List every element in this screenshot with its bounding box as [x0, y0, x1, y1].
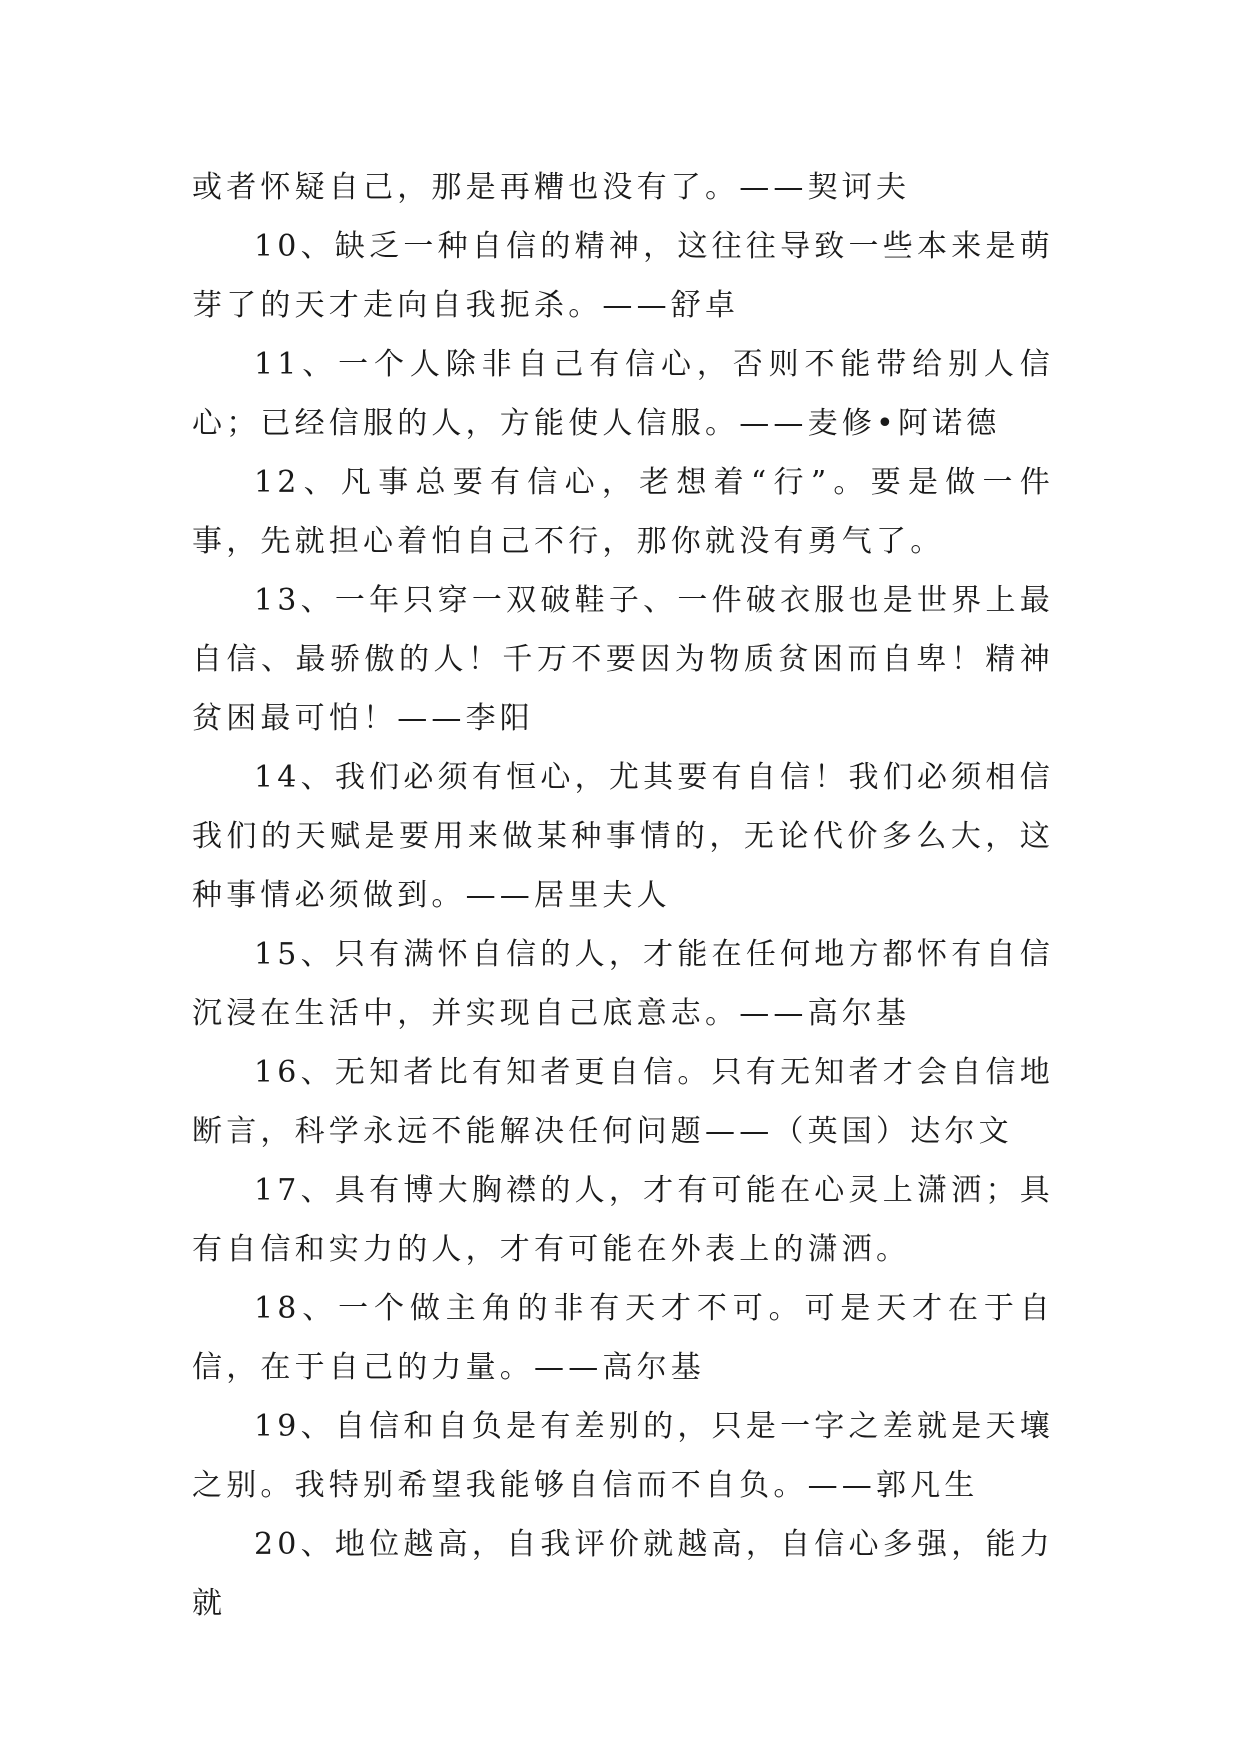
paragraph-quote-18: 18、一个做主角的非有天才不可。可是天才在于自信，在于自己的力量。——高尔基 [192, 1291, 1054, 1385]
paragraph-quote-14: 14、我们必须有恒心，尤其要有自信！我们必须相信我们的天赋是要用来做某种事情的，无论代价多么大，这种事情必须做到。——居里夫人 [192, 760, 1054, 913]
paragraph-quote-13: 13、一年只穿一双破鞋子、一件破衣服也是世界上最自信、最骄傲的人！千万不要因为物质贫困而自卑！精神贫困最可怕！——李阳 [192, 583, 1054, 736]
document-body [192, 158, 1054, 1633]
paragraph-quote-19: 19、自信和自负是有差别的，只是一字之差就是天壤之别。我特别希望我能够自信而不自负。——郭凡生 [192, 1409, 1054, 1503]
paragraph-quote-16: 16、无知者比有知者更自信。只有无知者才会自信地断言，科学永远不能解决任何问题——（英国）达尔文 [192, 1055, 1054, 1149]
paragraph-continuation: 或者怀疑自己，那是再糟也没有了。——契诃夫 [192, 170, 911, 205]
paragraph-quote-11: 11、一个人除非自己有信心，否则不能带给别人信心；已经信服的人，方能使人信服。——麦修•阿诺德 [192, 347, 1054, 441]
paragraph-quote-12: 12、凡事总要有信心，老想着“行”。要是做一件事，先就担心着怕自己不行，那你就没有勇气了。 [192, 465, 1054, 559]
paragraph-quote-17: 17、具有博大胸襟的人，才有可能在心灵上潇洒；具有自信和实力的人，才有可能在外表上的潇洒。 [192, 1173, 1054, 1267]
paragraph-quote-15: 15、只有满怀自信的人，才能在任何地方都怀有自信沉浸在生活中，并实现自己底意志。——高尔基 [192, 937, 1054, 1031]
paragraph-quote-10: 10、缺乏一种自信的精神，这往往导致一些本来是萌芽了的天才走向自我扼杀。——舒卓 [192, 229, 1054, 323]
paragraph-quote-20: 20、地位越高，自我评价就越高，自信心多强，能力就 [192, 1527, 1054, 1621]
